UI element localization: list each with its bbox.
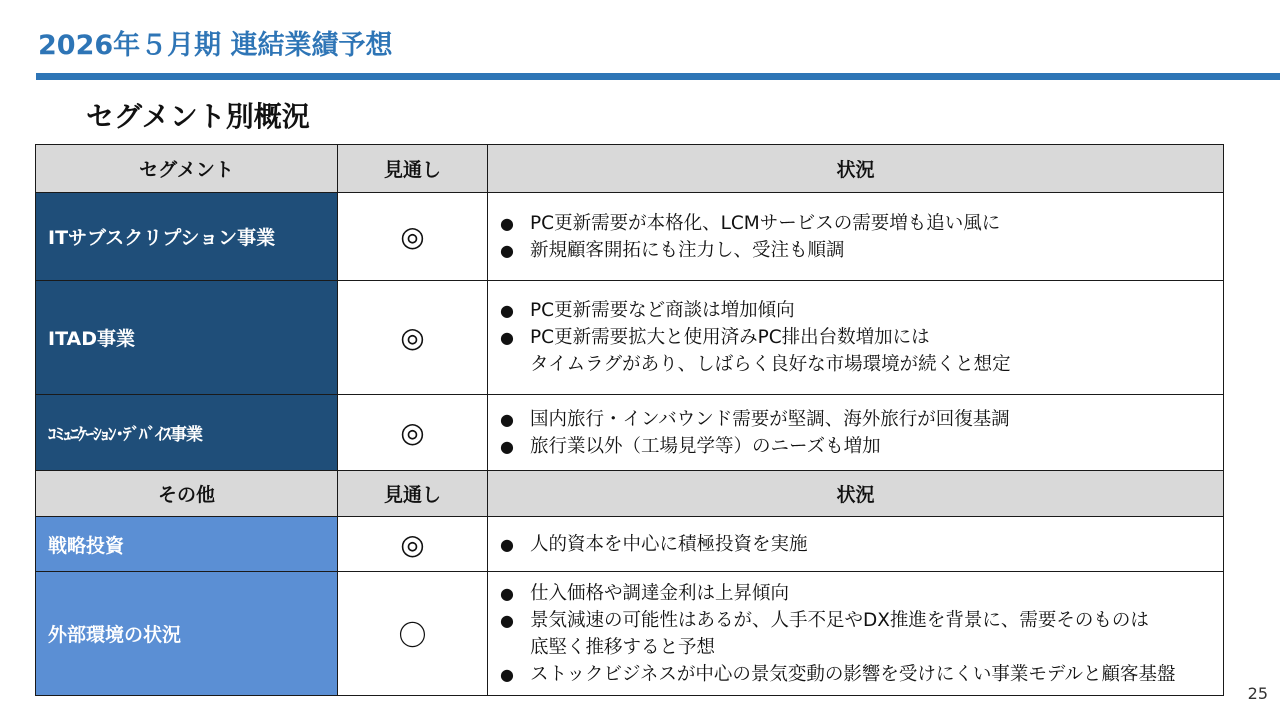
page-number: 25 — [1247, 684, 1268, 703]
header-other: その他 — [36, 471, 338, 517]
header-outlook: 見通し — [338, 471, 488, 517]
status-text: 仕入価格や調達金利は上昇傾向 — [530, 582, 790, 604]
status-text-continuation: 底堅く推移すると予想 — [530, 636, 716, 658]
bullet-icon: ● — [500, 583, 514, 603]
bullet-icon: ● — [500, 240, 514, 260]
status-text: PC更新需要拡大と使用済みPC排出台数増加には — [530, 327, 930, 348]
status-item — [500, 210, 1219, 237]
status-list — [500, 531, 1219, 558]
segment-name-itad: ITAD事業 — [36, 281, 338, 395]
status-list — [500, 297, 1219, 378]
segment-overview-table — [35, 144, 1224, 696]
status-item — [500, 297, 1219, 324]
bullet-icon: ● — [500, 534, 514, 554]
bullet-icon: ● — [500, 409, 514, 429]
status-item — [500, 580, 1219, 607]
status-cell — [488, 517, 1224, 572]
status-text: ストックビジネスが中心の景気変動の影響を受けにくい事業モデルと顧客基盤 — [530, 663, 1176, 685]
header-status: 状況 — [488, 145, 1224, 193]
table-row — [36, 572, 1224, 696]
status-item — [500, 531, 1219, 558]
bullet-icon: ● — [500, 328, 514, 347]
bullet-icon: ● — [500, 301, 514, 320]
title-underline — [36, 73, 1280, 80]
status-item — [500, 324, 1219, 378]
segment-name-it-subscription: ITサブスクリプション事業 — [36, 193, 338, 281]
status-list — [500, 406, 1219, 460]
header-segment: セグメント — [36, 145, 338, 193]
outlook-mark: ◎ — [338, 395, 488, 471]
header-status: 状況 — [488, 471, 1224, 517]
bullet-icon: ● — [500, 213, 514, 233]
outlook-mark: ◎ — [338, 193, 488, 281]
table-row — [36, 395, 1224, 471]
outlook-mark: ◎ — [338, 517, 488, 572]
table-row — [36, 193, 1224, 281]
table-row — [36, 517, 1224, 572]
table-header-row — [36, 145, 1224, 193]
status-cell — [488, 281, 1224, 395]
section-subtitle: セグメント別概況 — [86, 100, 310, 133]
outlook-mark: ◎ — [338, 281, 488, 395]
status-text: 旅行業以外（工場見学等）のニーズも増加 — [530, 435, 881, 457]
slide-title: 2026年５月期 連結業績予想 — [38, 30, 393, 61]
status-item — [500, 661, 1219, 688]
status-text: PC更新需要が本格化、LCMサービスの需要増も追い風に — [530, 212, 1001, 234]
status-item — [500, 406, 1219, 433]
bullet-icon: ● — [500, 610, 514, 630]
status-cell — [488, 193, 1224, 281]
status-cell — [488, 395, 1224, 471]
bullet-icon: ● — [500, 436, 514, 456]
status-list — [500, 580, 1219, 688]
bullet-icon: ● — [500, 664, 514, 684]
status-item — [500, 237, 1219, 264]
status-text: PC更新需要など商談は増加傾向 — [530, 300, 795, 321]
header-outlook: 見通し — [338, 145, 488, 193]
status-list — [500, 210, 1219, 264]
status-text: 国内旅行・インバウンド需要が堅調、海外旅行が回復基調 — [530, 408, 1010, 430]
status-text-continuation: タイムラグがあり、しばらく良好な市場環境が続くと想定 — [530, 354, 1011, 375]
table-row — [36, 281, 1224, 395]
status-text: 新規顧客開拓にも注力し、受注も順調 — [530, 239, 845, 261]
segment-name-communication-device: ｺﾐｭﾆｹｰｼｮﾝ･ﾃﾞﾊﾞｲｽ事業 — [36, 395, 338, 471]
other-name-strategic-investment: 戦略投資 — [36, 517, 338, 572]
status-item — [500, 433, 1219, 460]
other-header-row — [36, 471, 1224, 517]
outlook-mark: 〇 — [338, 572, 488, 696]
other-name-external-environment: 外部環境の状況 — [36, 572, 338, 696]
status-text: 景気減速の可能性はあるが、人手不足やDX推進を背景に、需要そのものは — [530, 609, 1149, 631]
status-cell — [488, 572, 1224, 696]
status-item — [500, 607, 1219, 661]
status-text: 人的資本を中心に積極投資を実施 — [530, 533, 808, 555]
